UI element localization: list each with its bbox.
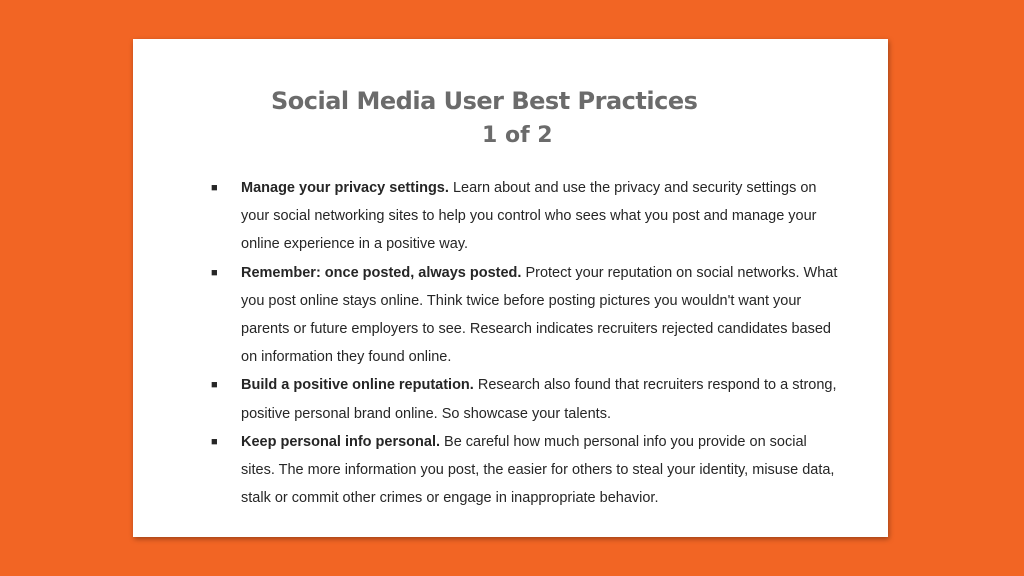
bullet-text: Protect your reputation on social networks. What you post online stays online. Think twice before posting pictures you wouldn't want your parents or future employers to see. Research indicates recruiters rejected candidates based on information they found online. xyxy=(241,264,838,366)
bullet-list xyxy=(211,174,841,512)
bullet-heading: Remember: once posted, always posted. xyxy=(241,264,522,281)
bullet-square-icon: ■ xyxy=(211,266,218,279)
bullet-text: Learn about and use the privacy and security settings on your social networking sites to help you control who sees what you post and manage your online experience in a positive way. xyxy=(241,180,817,253)
bullet-heading: Manage your privacy settings. xyxy=(241,180,449,196)
bullet-item-privacy xyxy=(211,174,841,259)
bullet-text: Research also found that recruiters respond to a strong, positive personal brand online. So showcase your talents. xyxy=(241,377,837,422)
bullet-square-icon: ■ xyxy=(211,435,218,448)
bullet-text: Be careful how much personal info you provide on social sites. The more information you post, the easier for others to steal your identity, misuse data, stalk or commit other crimes or engage in inappropriate behavior. xyxy=(241,433,835,507)
bullet-item-personal-info xyxy=(211,428,841,513)
slide-title: Social Media User Best Practices xyxy=(271,87,698,115)
bullet-heading: Build a positive online reputation. xyxy=(241,377,474,394)
slide-card xyxy=(133,39,888,537)
bullet-heading: Keep personal info personal. xyxy=(241,433,441,450)
bullet-item-reputation xyxy=(211,259,841,372)
bullet-square-icon: ■ xyxy=(211,182,218,194)
bullet-item-positive-reputation xyxy=(211,371,841,427)
bullet-square-icon: ■ xyxy=(211,379,218,392)
slide-subtitle: 1 of 2 xyxy=(482,123,553,148)
